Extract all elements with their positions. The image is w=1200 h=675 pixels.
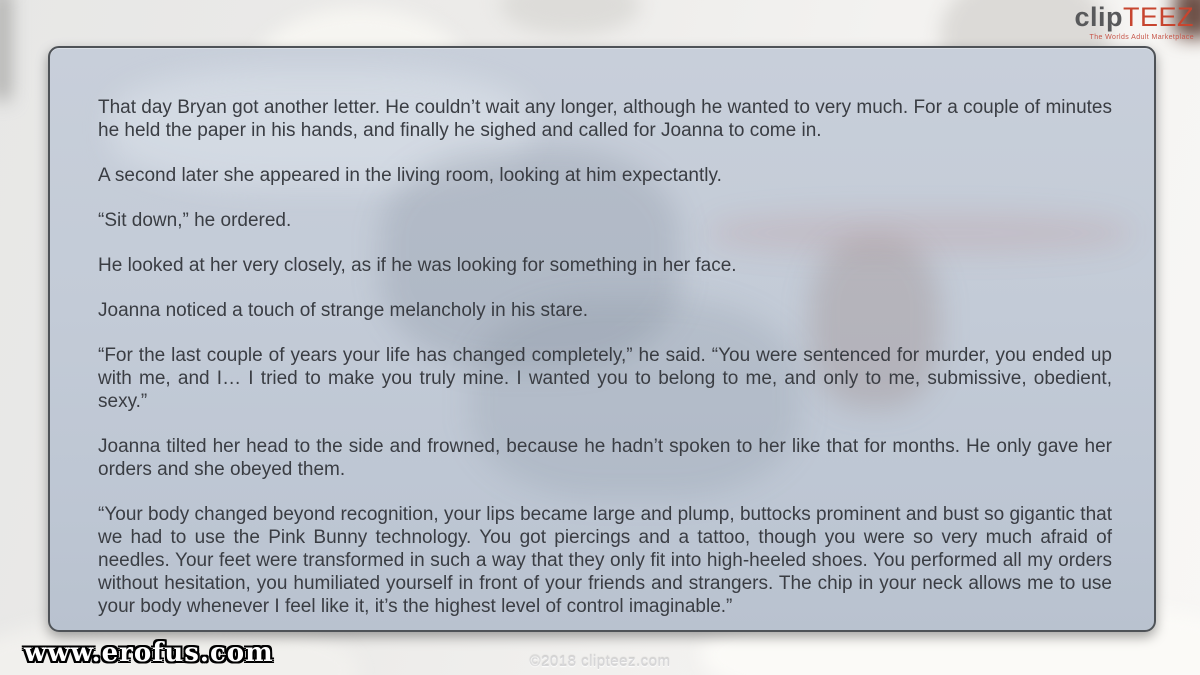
blurred-background-shape (0, 0, 10, 100)
erofus-watermark: www.erofus.com (24, 638, 274, 668)
story-paragraph: That day Bryan got another letter. He couldn’t wait any longer, although he wanted to very much. For a couple of minutes he held the paper in his hands, and finally he sighed and called for Joanna to come in. (98, 97, 1112, 141)
site-logo-prefix: clip (1074, 2, 1123, 32)
site-logo-tagline: The Worlds Adult Marketplace (1089, 34, 1194, 41)
copyright-text: ©2018 clipteez.com (529, 653, 671, 670)
story-panel (48, 46, 1156, 632)
site-logo-wordmark (1074, 2, 1194, 32)
story-paragraph: “Sit down,” he ordered. (98, 210, 292, 231)
story-paragraph: He looked at her very closely, as if he was looking for something in her face. (98, 255, 737, 276)
story-paragraph: Joanna tilted her head to the side and frowned, because he hadn’t spoken to her like that for months. He only gave her orders and she obeyed them. (98, 436, 1112, 480)
story-paragraph: Joanna noticed a touch of strange melancholy in his stare. (98, 300, 589, 321)
site-logo (1074, 4, 1194, 41)
story-paragraph: “Your body changed beyond recognition, your lips became large and plump, buttocks prominent and bust so gigantic that we had to use the Pink Bunny technology. You got piercings and a tattoo, though you were so very much afraid of needles. Your feet were transformed in such a way that they only fit into high-heeled shoes. You performed all my orders without hesitation, you humiliated yourself in front of your friends and strangers. The chip in your neck allows me to use your body whenever I feel like it, it’s the highest level of control imaginable.” (98, 504, 1112, 617)
blurred-background-shape (500, 0, 640, 35)
story-text (98, 96, 1112, 632)
site-logo-suffix: TEEZ (1122, 2, 1194, 32)
story-paragraph: “For the last couple of years your life has changed completely,” he said. “You were sentenced for murder, you ended up with me, and I… I tried to make you truly mine. I wanted you to belong to me, and only to me, submissive, obedient, sexy.” (98, 345, 1112, 412)
story-paragraph: A second later she appeared in the living room, looking at him expectantly. (98, 165, 722, 186)
